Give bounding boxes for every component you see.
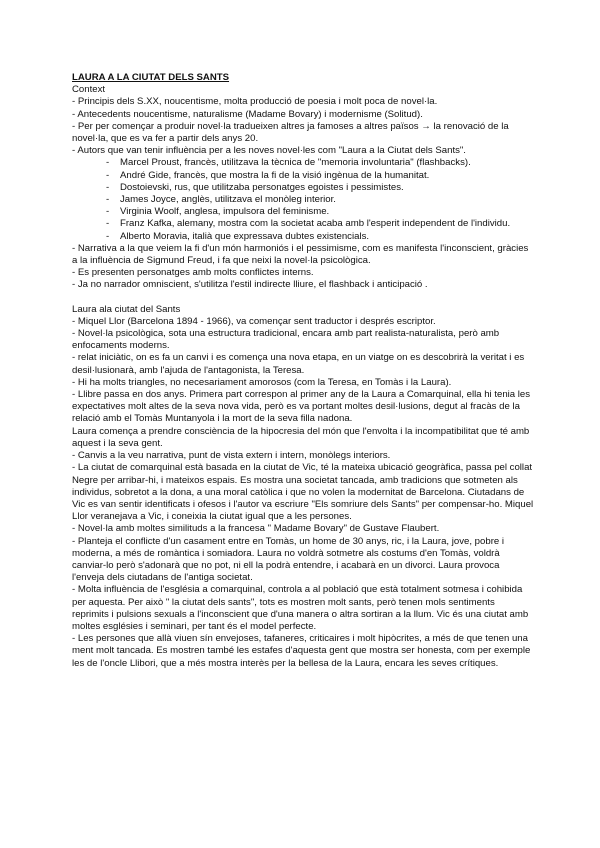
dash-bullet: - bbox=[106, 157, 110, 169]
section-item: - Llibre passa en dos anys. Primera part correspon al primer any de la Laura a Comarquinal, ella hi tenia les expectatives molt altes de la seva nova vida, però es va portant moltes desil·lusions, degut al fracàs de la relació amb el Tomàs Muntanyola i la mort de la seva filla nadona. bbox=[72, 389, 531, 425]
author-item bbox=[106, 157, 534, 169]
section-item: - Canvis a la veu narrativa, punt de vista extern i intern, monòlegs interiors. bbox=[72, 450, 391, 462]
dash-bullet: - bbox=[106, 194, 110, 206]
section-item: Laura comença a prendre consciència de la hipocresia del món que l'envolta i la incompatibilitat que té amb aquest i la seva gent. bbox=[72, 425, 530, 449]
context-item: - Per per començar a produir novel·la tradueixen altres ja famoses a altres països → la renovació de la novel·la, que es va fer a partir dels anys 20. bbox=[72, 120, 509, 145]
author-text: Virginia Woolf, anglesa, impulsora del feminisme. bbox=[120, 206, 330, 218]
section-item: - La ciutat de comarquinal està basada en la ciutat de Vic, té la mateixa ubicació geogràfica, passa pel collat Negre per arribar-hi, i mateixos espais. Es mostra una societat tancada, amb tradicions que sotmeten als individus, sobretot a la dona, a una moral catòlica i que no volen la modernitat de Barcelona. Ciutadans de Vic es van sentir identificats i ofesos i l'autor va escriure "Els somriure dels Sants" per compensar-ho. Miquel Llor veranejava a Vic, i coneixia la ciutat igual que a les persones. bbox=[72, 462, 534, 523]
author-item bbox=[106, 231, 534, 243]
author-item bbox=[106, 170, 534, 182]
author-item bbox=[106, 182, 534, 194]
context-item: - Ja no narrador omniscient, s'utilitza l'estil indirecte lliure, el flashback i anticipació . bbox=[72, 279, 428, 291]
context-item: - Es presenten personatges amb molts conflictes interns. bbox=[72, 267, 314, 279]
context-item: - Antecedents noucentisme, naturalisme (Madame Bovary) i modernisme (Solitud). bbox=[72, 108, 423, 120]
author-text: Franz Kafka, alemany, mostra com la societat acaba amb l'esperit independent de l'individu. bbox=[120, 218, 511, 230]
context-item: - Narrativa a la que veiem la fi d'un món harmoniós i el pessimisme, com es manifesta l'inconscient, gràcies a la influència de Sigmund Freud, i fa que neixi la novel·la psicològica. bbox=[72, 242, 529, 267]
section-item: - Planteja el conflicte d'un casament entre en Tomàs, un home de 30 anys, ric, i la Laura, jove, pobre i moderna, a més de romàntica i somiadora. Laura no voldrà sotmetre als costums d'en Tomàs, voldrà canviar-lo però s'adonarà que no pot, ni ell la podrà entendre, i acabarà en un divorci. Laura provoca l'enveja dels ciutadans de l'antiga societat. bbox=[72, 535, 505, 584]
section-item: - Hi ha molts triangles, no necesariament amorosos (com la Teresa, en Tomàs i la Laura). bbox=[72, 376, 452, 388]
document-title: LAURA A LA CIUTAT DELS SANTS bbox=[72, 72, 230, 83]
author-item bbox=[106, 218, 534, 230]
author-item bbox=[106, 206, 534, 218]
context-item: - Autors que van tenir influència per a les noves novel·les com "Laura a la Ciutat dels Sants". bbox=[72, 145, 466, 157]
context-item: - Principis dels S.XX, noucentisme, molta producció de poesia i molt poca de novel·la. bbox=[72, 96, 438, 108]
dash-bullet: - bbox=[106, 169, 110, 181]
author-text: André Gide, francès, que mostra la fi de la visió ingènua de la humanitat. bbox=[120, 169, 430, 181]
dash-bullet: - bbox=[106, 230, 110, 242]
dash-bullet: - bbox=[106, 218, 110, 230]
section-item: - relat iniciàtic, on es fa un canvi i es comença una nova etapa, en un viatge on es descobrirà la veritat i es desil·lusionarà, amb l'ajuda de l'antagonista, la Teresa. bbox=[72, 352, 525, 376]
section-item: - Molta influència de l'església a comarquinal, controla a al població que està totalment sotmesa i cohibida per aquesta. Per això " la ciutat dels sants", tots es mostren molt sants, però tenen mols sentiments reprimits i pulsions sexuals a l'inconscient que d'una manera o altra sortiran a la llum. Vic és una ciutat amb moltes esglésies i seminari, per tant és el model perfecte. bbox=[72, 584, 529, 632]
section-heading: Laura ala ciutat del Sants bbox=[72, 303, 181, 315]
section-item: - Novel·la amb moltes similituds a la francesa " Madame Bovary" de Gustave Flaubert. bbox=[72, 523, 440, 535]
author-text: James Joyce, anglès, utilitzava el monòleg interior. bbox=[120, 194, 336, 206]
author-text: Alberto Moravia, italià que expressava dubtes existencials. bbox=[120, 230, 370, 242]
dash-bullet: - bbox=[106, 181, 110, 193]
author-text: Dostoievski, rus, que utilitzaba personatges egoistes i pessimistes. bbox=[120, 181, 404, 193]
section-item: - Novel·la psicològica, sota una estructura tradicional, encara amb part realista-naturalista, però amb enfocaments moderns. bbox=[72, 328, 500, 352]
document-page bbox=[72, 72, 534, 670]
section-gap bbox=[72, 292, 534, 304]
dash-bullet: - bbox=[106, 206, 110, 218]
context-heading: Context bbox=[72, 84, 106, 96]
section-item: - Les persones que allà viuen sín envejoses, tafaneres, criticaires i molt hipòcrites, a més de que tenen una ment molt tancada. Es mostren també les estafes d'aquesta gent que mostra ser honesta, com per exemple les de l'oncle Llibori, que a més mostra interès per la bellesa de la Laura, encara les seves crítiques. bbox=[72, 633, 531, 669]
author-text: Marcel Proust, francès, utilitzava la tècnica de "memoria involuntaria" (flashbacks). bbox=[120, 157, 471, 169]
section-item: - Miquel Llor (Barcelona 1894 - 1966), va començar sent traductor i després escriptor. bbox=[72, 315, 436, 327]
author-item bbox=[106, 194, 534, 206]
